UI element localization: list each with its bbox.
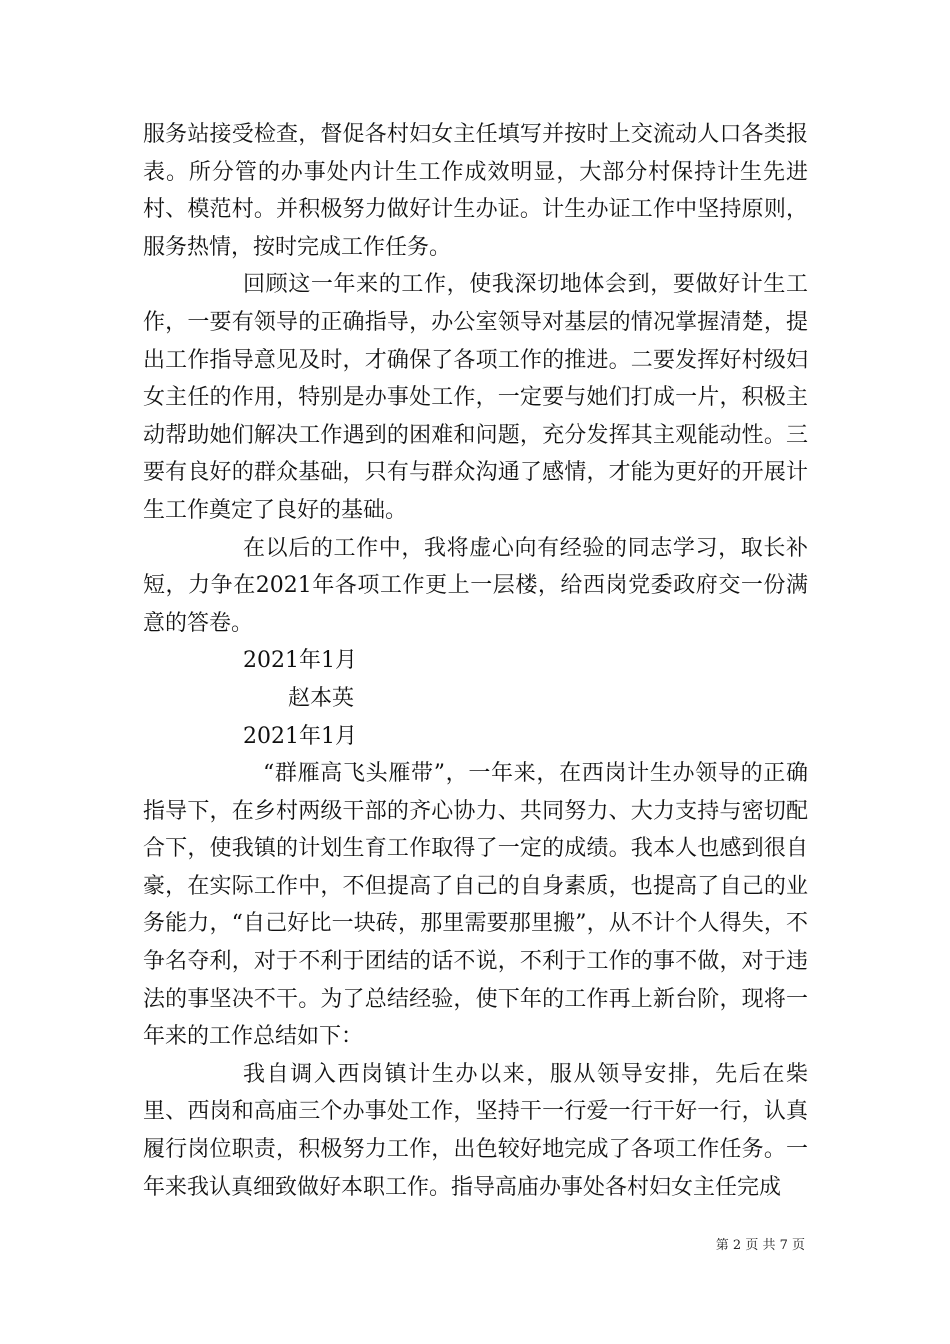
date-line: 2021年1月 [243,648,357,674]
paragraph-service-station: 服务站接受检查，督促各村妇女主任填写并按时上交流动人口各类报表。所分管的办事处内计生工作成效明显，大部分村保持计生先进村、模范村。并积极努力做好计生办证。计生办证工作中坚持原则，服务热情，按时完成工作任务。 [143,122,808,260]
page-footer: 第 2 页 共 7 页 [715,1238,805,1253]
document-body [143,116,808,1206]
paragraph-intro-quote: “群雁高飞头雁带”，一年来，在西岗计生办领导的正确指导下，在乡村两级干部的齐心协力、共同努力、大力支持与密切配合下，使我镇的计划生育工作取得了一定的成绩。我本人也感到很自豪，在实际工作中，不但提高了自己的自身素质，也提高了自己的业务能力，“自己好比一块砖，那里需要那里搬”，从不计个人得失，不争名夺利，对于不利于团结的话不说，不利于工作的事不做，对于违法的事坚决不干。为了总结经验，使下年的工作再上新台阶，现将一年来的工作总结如下： [143,761,808,1050]
paragraph-future-work: 在以后的工作中，我将虚心向有经验的同志学习，取长补短，力争在2021年各项工作更上一层楼，给西岗党委政府交一份满意的答卷。 [143,535,808,636]
date-line-second: 2021年1月 [243,723,357,749]
author-name: 赵本英 [288,685,355,711]
paragraph-work-summary: 我自调入西岗镇计生办以来，服从领导安排，先后在柴里、西岗和高庙三个办事处工作，坚持干一行爱一行干好一行，认真履行岗位职责，积极努力工作，出色较好地完成了各项工作任务。一年来我认真细致做好本职工作。指导高庙办事处各村妇女主任完成 [143,1061,808,1200]
paragraph-review: 回顾这一年来的工作，使我深切地体会到，要做好计生工作，一要有领导的正确指导，办公室领导对基层的情况掌握清楚，提出工作指导意见及时，才确保了各项工作的推进。二要发挥好村级妇女主任的作用，特别是办事处工作，一定要与她们打成一片，积极主动帮助她们解决工作遇到的困难和问题，充分发挥其主观能动性。三要有良好的群众基础，只有与群众沟通了感情，才能为更好的开展计生工作奠定了良好的基础。 [143,272,808,523]
